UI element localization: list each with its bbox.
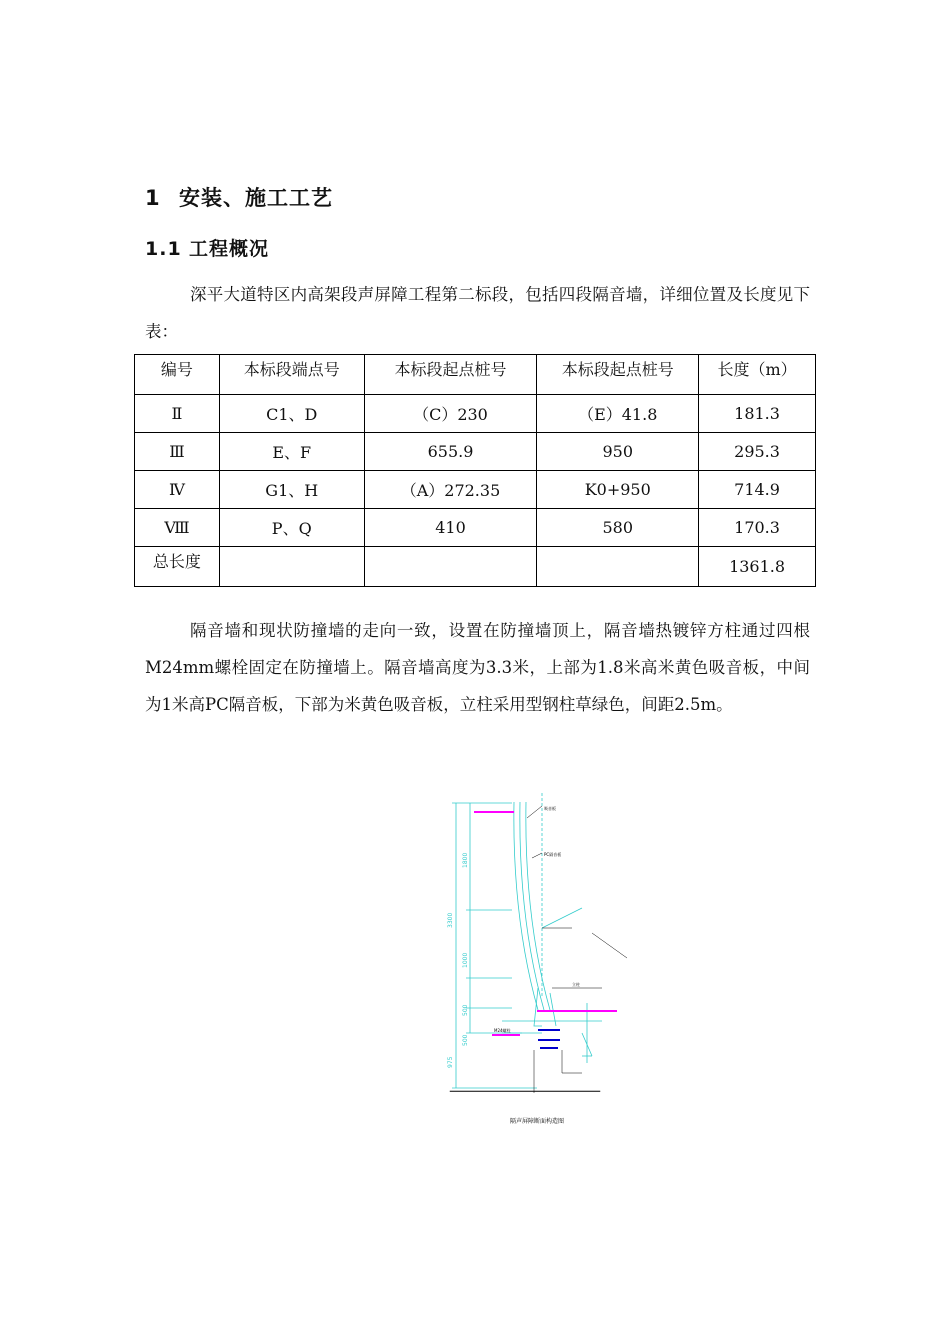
drawing-label: M24螺栓 <box>494 1028 511 1033</box>
table-cell: 181.3 <box>699 395 816 433</box>
table-row <box>135 471 816 509</box>
table-header: 编号 <box>135 355 220 395</box>
table-row <box>135 433 816 471</box>
dim-label: 3300 <box>447 912 454 928</box>
section-table <box>134 354 816 587</box>
table-cell: （A）272.35 <box>364 471 537 509</box>
subsection-title: 工程概况 <box>189 238 270 260</box>
intro-paragraph: 深平大道特区内高架段声屏障工程第二标段，包括四段隔音墙，详细位置及长度见下表： <box>145 285 810 341</box>
dim-label: 1000 <box>462 952 469 968</box>
table-cell: P、Q <box>219 509 364 547</box>
table-cell: 580 <box>537 509 699 547</box>
table-cell: G1、H <box>219 471 364 509</box>
table-cell: Ⅳ <box>135 471 220 509</box>
table-cell: K0+950 <box>537 471 699 509</box>
table-cell: 295.3 <box>699 433 816 471</box>
noise-barrier-section-drawing <box>442 788 632 1128</box>
drawing-label: 吸音板 <box>544 806 556 811</box>
table-row <box>135 395 816 433</box>
table-cell: Ⅷ <box>135 509 220 547</box>
table-row <box>135 509 816 547</box>
table-header: 本标段端点号 <box>219 355 364 395</box>
drawing-label: 立柱 <box>572 982 580 987</box>
table-cell: （E）41.8 <box>537 395 699 433</box>
table-cell: 总长度 <box>135 547 220 587</box>
table-cell <box>219 547 364 587</box>
table-cell: 1361.8 <box>699 547 816 587</box>
table-header: 长度（m） <box>699 355 816 395</box>
subsection-heading <box>145 234 269 261</box>
table-cell: 655.9 <box>364 433 537 471</box>
table-cell <box>364 547 537 587</box>
table-total-row <box>135 547 816 587</box>
dim-label: 1800 <box>462 852 469 868</box>
subsection-number: 1.1 <box>145 238 182 260</box>
section-heading <box>145 182 333 212</box>
table-cell: 170.3 <box>699 509 816 547</box>
drawing-label: PC隔音板 <box>544 852 562 857</box>
section-title: 安装、施工工艺 <box>179 186 333 210</box>
figure-caption: 隔声屏障断面构造图 <box>509 1118 565 1125</box>
table-cell: Ⅲ <box>135 433 220 471</box>
table-cell: Ⅱ <box>135 395 220 433</box>
table-cell <box>537 547 699 587</box>
table-cell: E、F <box>219 433 364 471</box>
description-paragraph: 隔音墙和现状防撞墙的走向一致，设置在防撞墙顶上，隔音墙热镀锌方柱通过四根M24mm螺栓固定在防撞墙上。隔音墙高度为3.3米，上部为1.8米高米黄色吸音板，中间为1米高PC隔音板，下部为米黄色吸音板，立柱采用型钢柱草绿色，间距2.5m。 <box>145 621 810 714</box>
table-header-row <box>135 355 816 395</box>
table-cell: 950 <box>537 433 699 471</box>
table-cell: C1、D <box>219 395 364 433</box>
dim-label: 500 <box>462 1034 469 1046</box>
table-cell: 410 <box>364 509 537 547</box>
table-header: 本标段起点桩号 <box>364 355 537 395</box>
table-cell: 714.9 <box>699 471 816 509</box>
table-cell: （C）230 <box>364 395 537 433</box>
dim-label: 975 <box>447 1056 454 1068</box>
section-number: 1 <box>145 186 161 210</box>
dim-label: 500 <box>462 1004 469 1016</box>
table-header: 本标段起点桩号 <box>537 355 699 395</box>
